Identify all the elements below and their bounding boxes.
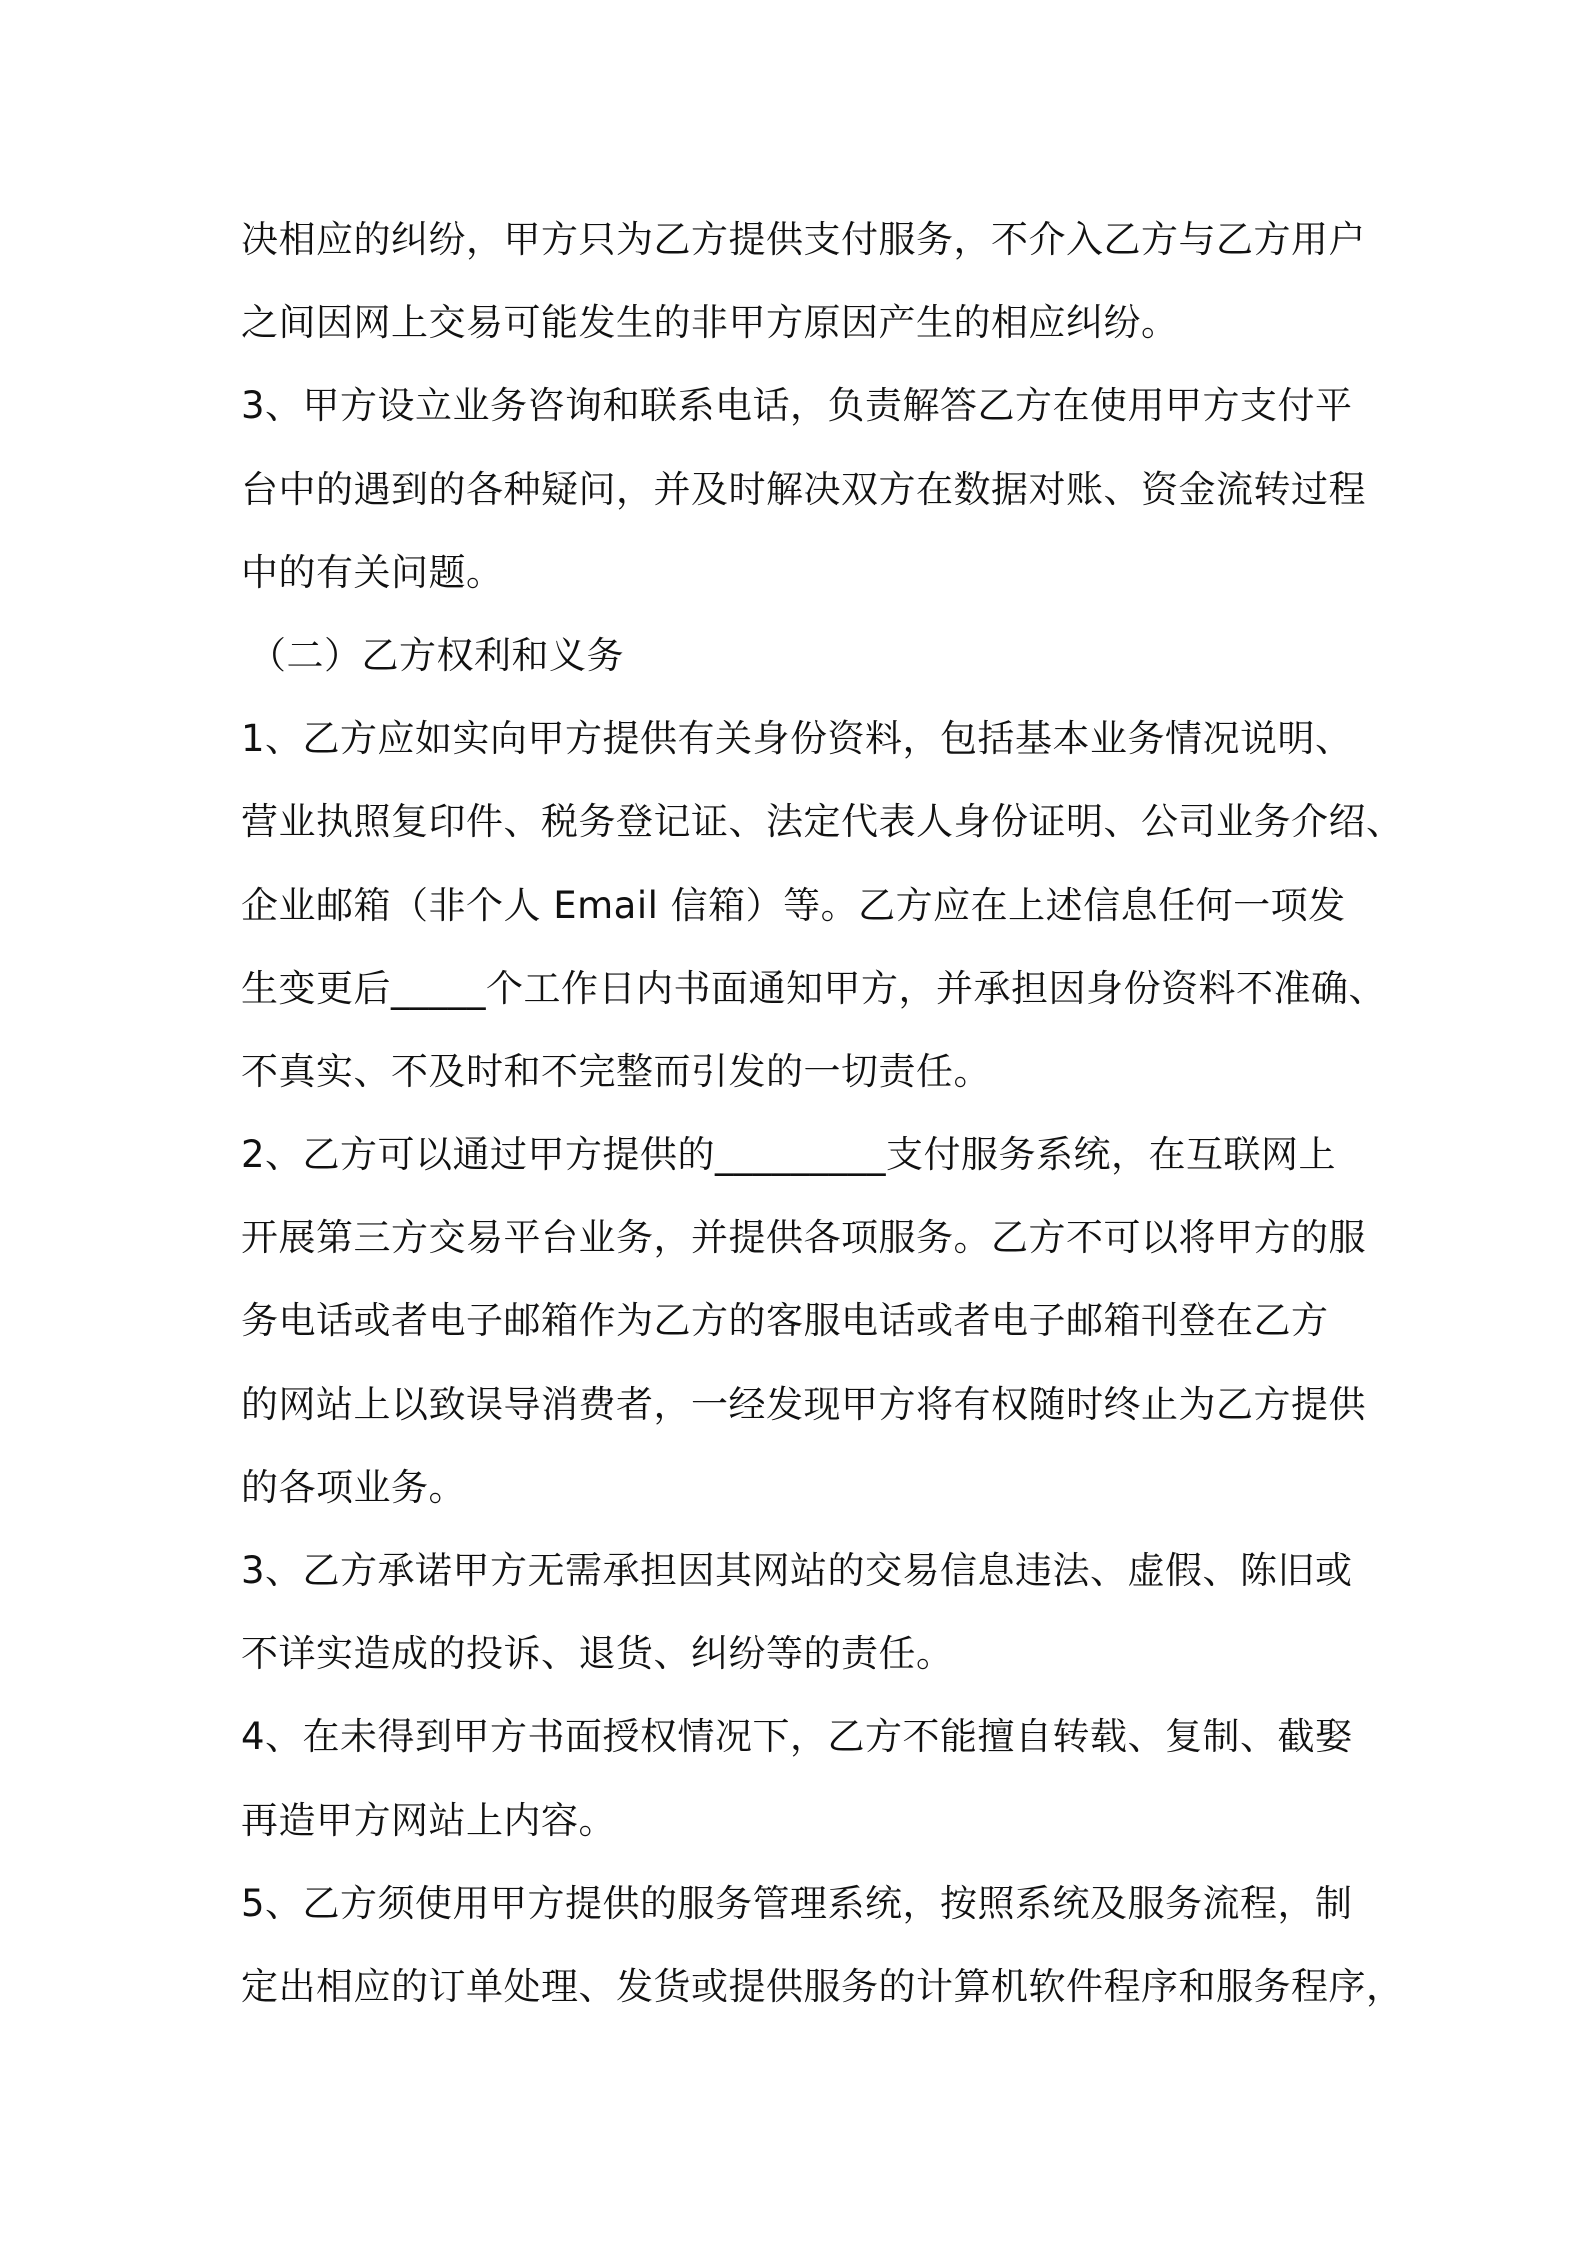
text-line: 的网站上以致误导消费者，一经发现甲方将有权随时终止为乙方提供 <box>241 1382 1366 1426</box>
text-line: 4、在未得到甲方书面授权情况下，乙方不能擅自转载、复制、截娶 <box>241 1715 1353 1759</box>
text-line: 不详实造成的投诉、退货、纠纷等的责任。 <box>241 1632 954 1676</box>
text-line: 3、甲方设立业务咨询和联系电话，负责解答乙方在使用甲方支付平 <box>241 384 1353 428</box>
text-line: 中的有关问题。 <box>241 550 504 594</box>
text-line: 台中的遇到的各种疑问，并及时解决双方在数据对账、资金流转过程 <box>241 467 1366 511</box>
text-line: 之间因网上交易可能发生的非甲方原因产生的相应纠纷。 <box>241 301 1179 345</box>
text-line: 营业执照复印件、税务登记证、法定代表人身份证明、公司业务介绍、 <box>241 800 1404 844</box>
text-line: 2、乙方可以通过甲方提供的_________支付服务系统，在互联网上 <box>241 1133 1337 1177</box>
document-body <box>241 198 1404 2028</box>
text-line: 生变更后_____个工作日内书面通知甲方，并承担因身份资料不准确、 <box>241 966 1386 1010</box>
text-line: 定出相应的订单处理、发货或提供服务的计算机软件程序和服务程序， <box>241 1964 1404 2008</box>
section-heading: （二）乙方权利和义务 <box>249 633 624 677</box>
text-line: 5、乙方须使用甲方提供的服务管理系统，按照系统及服务流程，制 <box>241 1881 1353 1925</box>
text-line: 不真实、不及时和不完整而引发的一切责任。 <box>241 1049 991 1093</box>
text-line: 的各项业务。 <box>241 1465 466 1509</box>
text-line: 决相应的纠纷，甲方只为乙方提供支付服务，不介入乙方与乙方用户 <box>241 218 1366 261</box>
text-line: 务电话或者电子邮箱作为乙方的客服电话或者电子邮箱刊登在乙方 <box>241 1299 1329 1343</box>
text-line: 企业邮箱（非个人 Email 信箱）等。乙方应在上述信息任何一项发 <box>241 883 1346 927</box>
text-line: 开展第三方交易平台业务，并提供各项服务。乙方不可以将甲方的服 <box>241 1216 1366 1260</box>
text-line: 再造甲方网站上内容。 <box>241 1798 616 1842</box>
text-line: 1、乙方应如实向甲方提供有关身份资料，包括基本业务情况说明、 <box>241 717 1353 761</box>
text-line: 3、乙方承诺甲方无需承担因其网站的交易信息违法、虚假、陈旧或 <box>241 1549 1353 1592</box>
